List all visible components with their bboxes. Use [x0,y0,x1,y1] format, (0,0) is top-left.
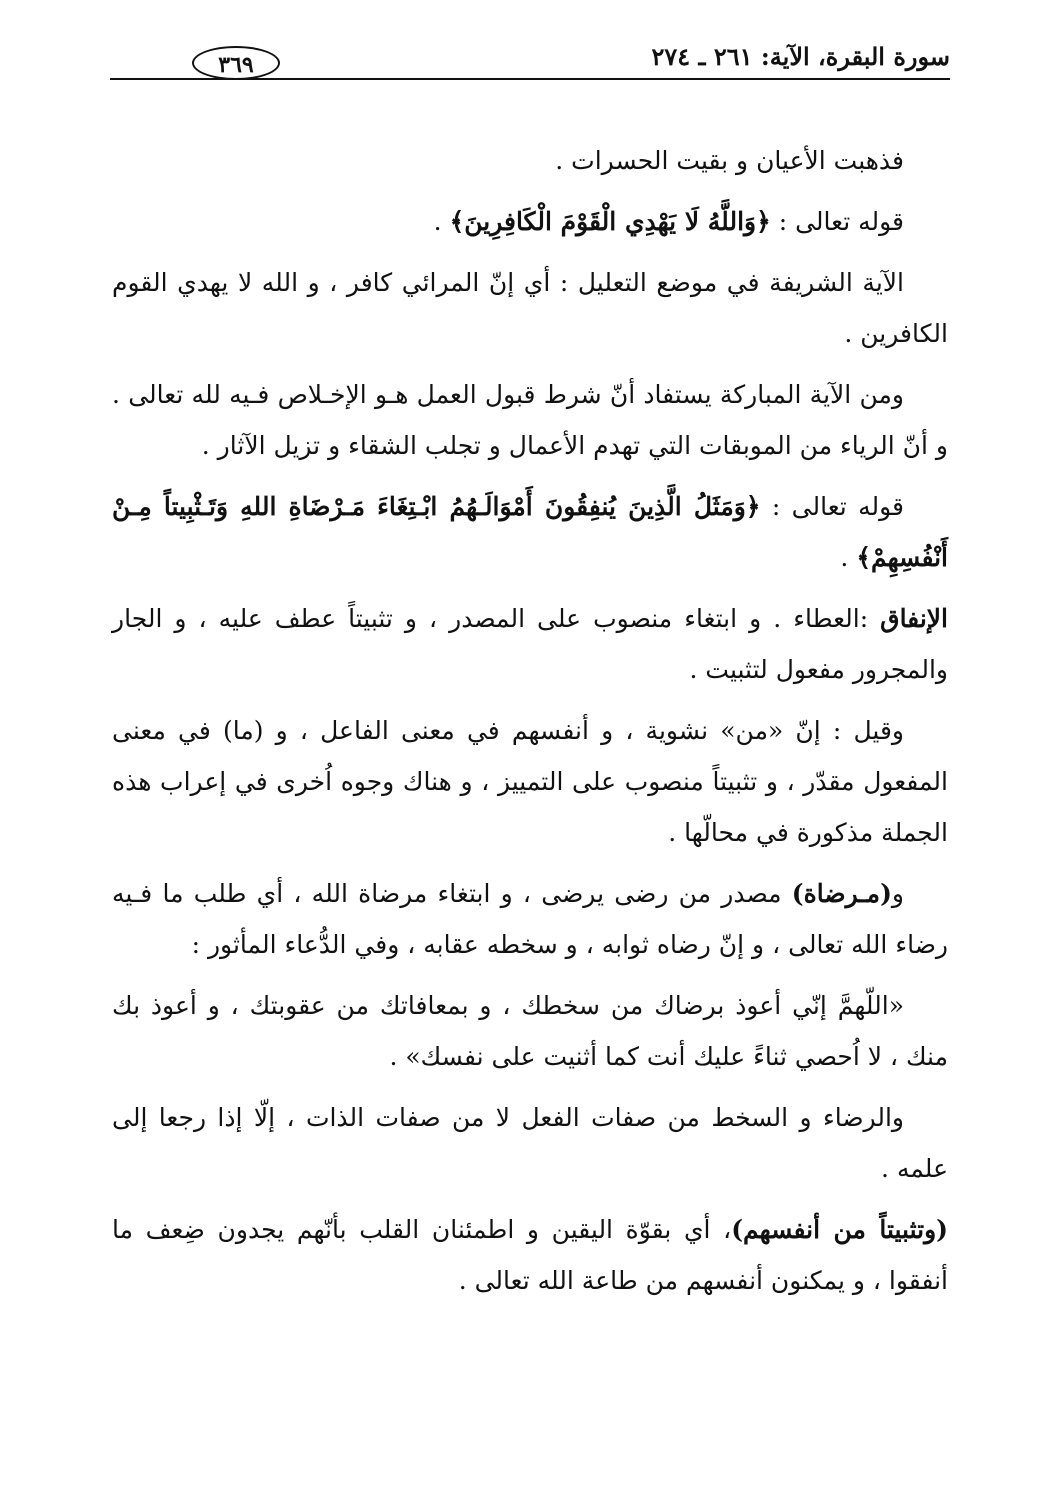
verse-end: . [840,543,857,572]
quran-verse: ﴿وَمَثَلُ الَّذِينَ يُنفِقُونَ أَمْوَالَـهُمُ ابْـتِغَاءَ مَـرْضَاةِ اللهِ وَتَـثْبِيتاً مِـنْ أَنْفُسِهِمْ﴾ [112,492,948,572]
page-number: ٣٦٩ [192,46,280,80]
verse-intro: قوله تعالى : [770,207,904,236]
quran-verse: ﴿وَاللَّهُ لَا يَهْدِي الْقَوْمَ الْكَافِرِينَ﴾ [449,207,771,236]
running-title: سورة البقرة، الآية: ٢٦١ ـ ٢٧٤ [651,42,950,71]
header-rule [110,78,950,80]
paragraph-8 [112,868,948,970]
paragraph-2 [112,196,948,247]
paragraph-5 [112,481,948,583]
term-mardat: (مـرضاة) [791,879,892,908]
paragraph-7: وقيل : إنّ «من» نشوية ، و أنفسهم في معنى الفاعل ، و (ما) في معنى المفعول مقدّر ، و تثبيتاً منصوب على التمييز ، و هناك وجوه اُخرى في إعراب هذه الجملة مذكورة في محالّها . [112,716,948,847]
term-infaq: الإنفاق [880,604,948,633]
verse-intro: قوله تعالى : [760,492,904,521]
page-body [112,135,948,1316]
conjunction: و [891,879,904,908]
paragraph-10: والرضاء و السخط من صفات الفعل لا من صفات الذات ، إلّا إذا رجعا إلى علمه . [112,1103,948,1183]
paragraph-3: الآية الشريفة في موضع التعليل : أي إنّ المرائي كافر ، و الله لا يهدي القوم الكافرين . [112,268,948,348]
definition-text: :العطاء . و ابتغاء منصوب على المصدر ، و تثبيتاً عطف عليه ، و الجار والمجرور مفعول لتثبيت . [112,604,948,684]
paragraph-6 [112,593,948,695]
page-header [110,40,950,84]
definition-text: مصدر من رضى يرضى ، و ابتغاء مرضاة الله ، أي طلب ما فـيه رضاء الله تعالى ، و إنّ رضاه ثوابه ، و سخطه عقابه ، وفي الدُّعاء المأثور : [112,879,948,959]
definition-text: ، أي بقوّة اليقين و اطمئنان القلب بأنّهم يجدون ضِعف ما أنفقوا ، و يمكنون أنفسهم من طاعة الله تعالى . [112,1215,948,1295]
paragraph-1: فذهبت الأعيان و بقيت الحسرات . [555,146,904,175]
paragraph-4: ومن الآية المباركة يستفاد أنّ شرط قبول العمل هـو الإخـلاص فـيه لله تعالى . و أنّ الرياء من الموبقات التي تهدم الأعمال و تجلب الشقاء و تزيل الآثار . [112,380,948,460]
paragraph-11 [112,1204,948,1306]
paragraph-9: «اللّهمَّ إنّي أعوذ برضاك من سخطك ، و بمعافاتك من عقوبتك ، و أعوذ بك منك ، لا اُحصي ثناءً عليك أنت كما أثنيت على نفسك» . [112,991,948,1071]
verse-end: . [433,207,450,236]
term-tathbit: (وتثبيتاً من أنفسهم) [731,1215,948,1244]
